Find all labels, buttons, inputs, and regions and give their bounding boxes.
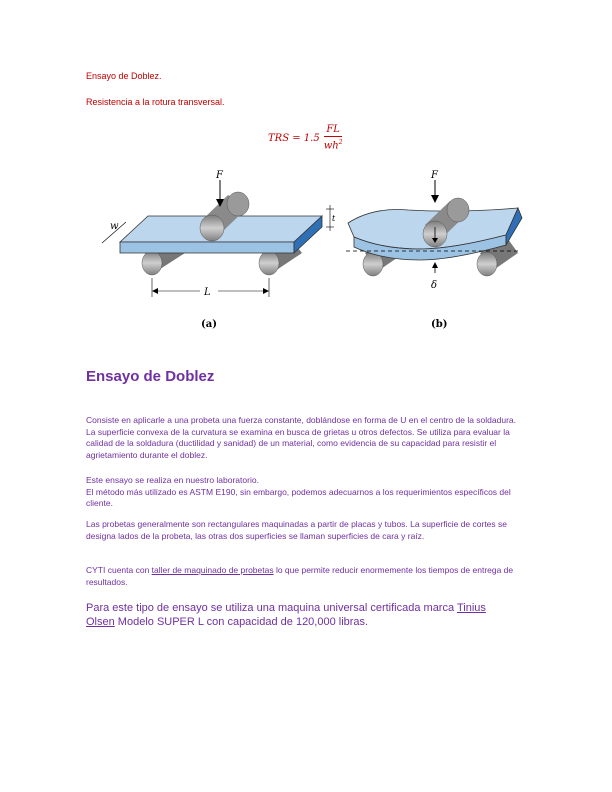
figure-b bbox=[346, 170, 522, 330]
figure-a bbox=[102, 170, 336, 330]
bend-test-figure bbox=[90, 165, 535, 335]
section-title: Ensayo de Doblez bbox=[86, 368, 215, 385]
heading-small: Ensayo de Doblez. bbox=[86, 71, 162, 81]
deflection-label: δ bbox=[431, 280, 438, 291]
paragraph-machine bbox=[86, 601, 516, 629]
lab-line: Este ensayo se realiza en nuestro laboratorio. bbox=[86, 475, 259, 485]
p5-text-after: Modelo SUPER L con capacidad de 120,000 libras. bbox=[114, 616, 369, 628]
formula-denominator: $wh^2$ bbox=[323, 139, 343, 152]
p4-text-after: lo que permite reducir enormemente los tiempos de entrega de resultados. bbox=[86, 565, 514, 587]
paragraph-lab bbox=[86, 475, 526, 510]
force-label-b: F bbox=[431, 170, 438, 181]
formula-fraction bbox=[322, 124, 345, 152]
length-label: L bbox=[204, 287, 211, 298]
formula-exponent: 2 bbox=[338, 139, 343, 146]
paragraph-machining bbox=[86, 565, 526, 588]
thickness-label: t bbox=[332, 214, 336, 223]
paragraph-description: Consiste en aplicarle a una probeta una fuerza constante, doblándose en forma de U en el centro de la soldadura. La superficie convexa de la curvatura se examina en busca de grietas u otros defectos. Se utiliza para evaluar la calidad de la soldadura (ductilidad y sanidad) de un material, como evidencia de su capacidad para resistir el agrietamiento durante el doblez. bbox=[86, 415, 517, 460]
paragraph-specimens: Las probetas generalmente son rectangulares maquinadas a partir de placas y tubos. La superficie de cortes se designa lados de la probeta, las otras dos superficies se llaman superficies de cara y raíz. bbox=[86, 519, 507, 541]
label-a: (a) bbox=[201, 319, 217, 330]
method-line: El método más utilizado es ASTM E190, sin embargo, podemos adecuarnos a los requerimientos específicos del cliente. bbox=[86, 486, 511, 508]
p4-text-before: CYTI cuenta con bbox=[86, 565, 152, 575]
formula-lhs: TRS = 1.5 bbox=[268, 132, 320, 144]
trs-formula bbox=[268, 124, 345, 152]
label-b: (b) bbox=[431, 319, 448, 330]
formula-numerator: FL bbox=[326, 124, 340, 135]
subheading-small: Resistencia a la rotura transversal. bbox=[86, 97, 225, 107]
width-label: w bbox=[110, 221, 119, 232]
p5-text-before: Para este tipo de ensayo se utiliza una maquina universal certificada marca bbox=[86, 602, 457, 614]
machining-workshop-link[interactable]: taller de maquinado de probetas bbox=[151, 565, 274, 575]
force-label-a: F bbox=[216, 170, 223, 181]
tinius-olsen-link[interactable]: Tinius Olsen bbox=[86, 602, 486, 628]
